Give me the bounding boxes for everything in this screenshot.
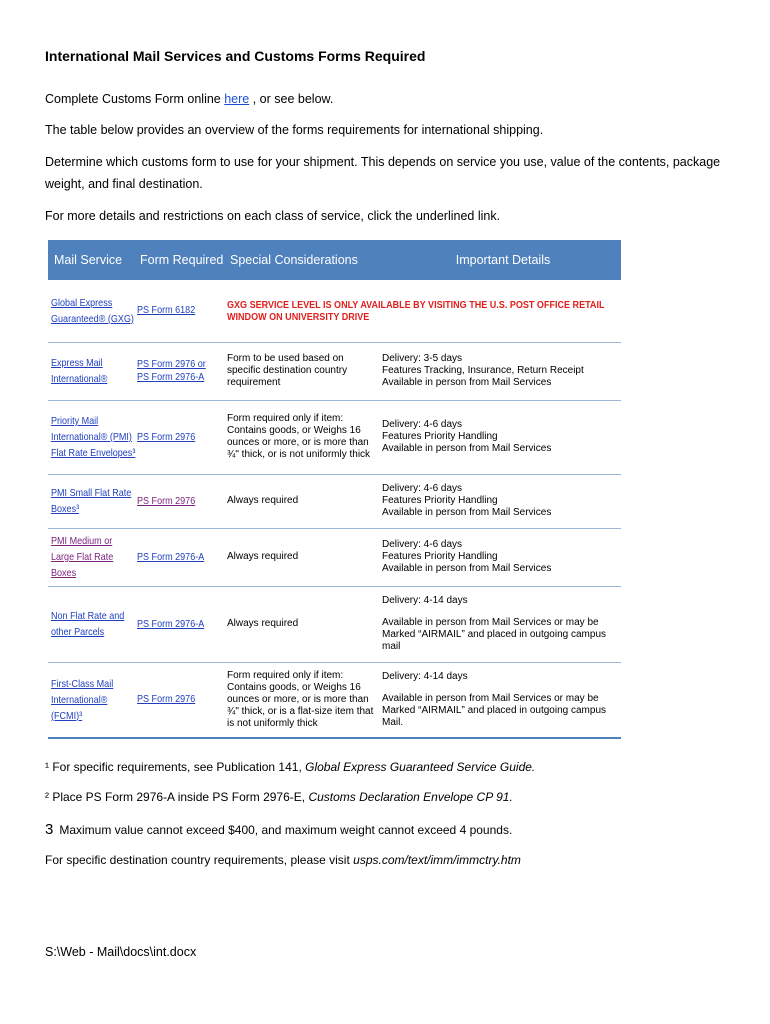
form-link-2976a[interactable]: PS Form 2976-A: [137, 617, 205, 630]
detail-line: Delivery: 4-6 days: [382, 483, 463, 494]
consideration-text: Form required only if item: Contains goods, or Weighs 16 ounces or more, or is more than ¾" thick, or is not uniformly thick: [224, 400, 379, 474]
country-requirements-note: [45, 853, 521, 867]
service-link-first-class[interactable]: First-Class Mail International® (FCMI)³: [51, 677, 114, 722]
footnote-1-title: Global Express Guaranteed Service Guide.: [305, 760, 536, 774]
footnote-2-title: Customs Declaration Envelope CP 91.: [308, 790, 513, 804]
table-row: [48, 400, 621, 474]
consideration-text: Always required: [224, 586, 379, 662]
intro-text-post: , or see below.: [249, 92, 334, 106]
table-header-row: [48, 240, 621, 280]
table-row: [48, 586, 621, 662]
table-row: [48, 662, 621, 738]
detail-line: Delivery: 4-14 days: [382, 595, 468, 606]
detail-line: Available in person from Mail Services: [382, 377, 552, 388]
details-cell: [379, 400, 621, 474]
detail-line: Delivery: 4-6 days: [382, 539, 463, 550]
detail-spacer: [382, 683, 618, 693]
footnote-1: [45, 760, 535, 774]
footnote-3-text: Maximum value cannot exceed $400, and maximum weight cannot exceed 4 pounds.: [59, 823, 513, 837]
header-form-required: Form Required: [134, 240, 224, 280]
detail-line: Available in person from Mail Services or may be Marked “AIRMAIL” and placed in outgoing campus mail: [382, 617, 607, 652]
detail-line: Delivery: 4-6 days: [382, 419, 463, 430]
header-important-details: Important Details: [379, 240, 621, 280]
details-cell: [379, 528, 621, 586]
detail-line: Features Priority Handling: [382, 551, 498, 562]
page-title: International Mail Services and Customs Forms Required: [45, 48, 426, 64]
detail-line: Delivery: 3-5 days: [382, 353, 463, 364]
detail-line: Delivery: 4-14 days: [382, 670, 468, 682]
service-link-pmi-envelopes[interactable]: Priority Mail International® (PMI) Flat Rate Envelopes³: [51, 415, 136, 459]
form-link-2976a[interactable]: PS Form 2976-A: [137, 550, 205, 563]
country-requirements-text: For specific destination country requirements, please visit: [45, 853, 354, 867]
service-link-non-flat-rate[interactable]: Non Flat Rate and other Parcels: [51, 610, 125, 638]
consideration-text: Always required: [224, 528, 379, 586]
details-cell: [379, 342, 621, 400]
details-cell: [379, 586, 621, 662]
intro-text-pre: Complete Customs Form online: [45, 92, 225, 106]
footnote-3-mark: 3: [45, 821, 54, 838]
here-link[interactable]: here: [224, 92, 250, 106]
gxg-warning: GXG SERVICE LEVEL IS ONLY AVAILABLE BY VISITING THE U.S. POST OFFICE RETAIL WINDOW ON UNIVERSITY DRIVE: [227, 298, 605, 323]
file-path-footer: S:\Web - Mail\docs\int.docx: [45, 945, 197, 959]
detail-line: Features Priority Handling: [382, 431, 498, 442]
details-cell: [379, 474, 621, 528]
table-row: [48, 280, 621, 342]
footnote-2-text: ² Place PS Form 2976-A inside PS Form 2976-E,: [45, 790, 309, 804]
form-link-6182[interactable]: PS Form 6182: [137, 304, 196, 317]
intro-customs-line: [45, 88, 735, 110]
service-link-gxg[interactable]: Global Express Guaranteed® (GXG): [51, 296, 134, 325]
details-cell: [379, 662, 621, 738]
service-link-express[interactable]: Express Mail International®: [51, 357, 108, 385]
table-row: [48, 528, 621, 586]
detail-line: Available in person from Mail Services: [382, 507, 552, 518]
consideration-text: Form to be used based on specific destination country requirement: [224, 342, 379, 400]
form-link-2976[interactable]: PS Form 2976: [137, 494, 196, 507]
detail-spacer: [382, 607, 618, 617]
form-link-2976[interactable]: PS Form 2976: [137, 693, 196, 706]
consideration-text: Always required: [224, 474, 379, 528]
detail-line: Available in person from Mail Services: [382, 563, 552, 574]
intro-determine-line: Determine which customs form to use for your shipment. This depends on service you use, value of the contents, package weight, and final destination.: [45, 155, 721, 191]
footnote-1-text: ¹ For specific requirements, see Publication 141,: [45, 760, 306, 774]
header-special-considerations: Special Considerations: [224, 240, 379, 280]
intro-overview-line: The table below provides an overview of the forms requirements for international shipping.: [45, 123, 544, 137]
consideration-text: Form required only if item: Contains goods, or Weighs 16 ounces or more, or is more than ¾" thick, or is a flat-size item that is not uniformly thick: [224, 662, 379, 738]
service-link-pmi-medium-large[interactable]: PMI Medium or Large Flat Rate Boxes: [51, 535, 114, 579]
intro-details-line: For more details and restrictions on each class of service, click the underlined link.: [45, 209, 501, 223]
header-mail-service: Mail Service: [48, 240, 134, 280]
usps-url: usps.com/text/imm/immctry.htm: [353, 853, 521, 867]
table-row: [48, 474, 621, 528]
detail-line: Available in person from Mail Services or may be Marked “AIRMAIL” and placed in outgoing campus Mail.: [382, 692, 607, 728]
footnote-3: [45, 821, 512, 838]
form-link-2976-or-2976a[interactable]: PS Form 2976 or PS Form 2976-A: [137, 358, 206, 383]
form-link-2976[interactable]: PS Form 2976: [137, 430, 196, 443]
forms-table: [48, 240, 621, 739]
footnote-2: [45, 790, 513, 804]
service-link-pmi-small-boxes[interactable]: PMI Small Flat Rate Boxes³: [51, 487, 132, 515]
table-row: [48, 342, 621, 400]
detail-line: Available in person from Mail Services: [382, 443, 552, 454]
detail-line: Features Priority Handling: [382, 495, 498, 506]
detail-line: Features Tracking, Insurance, Return Receipt: [382, 365, 584, 376]
